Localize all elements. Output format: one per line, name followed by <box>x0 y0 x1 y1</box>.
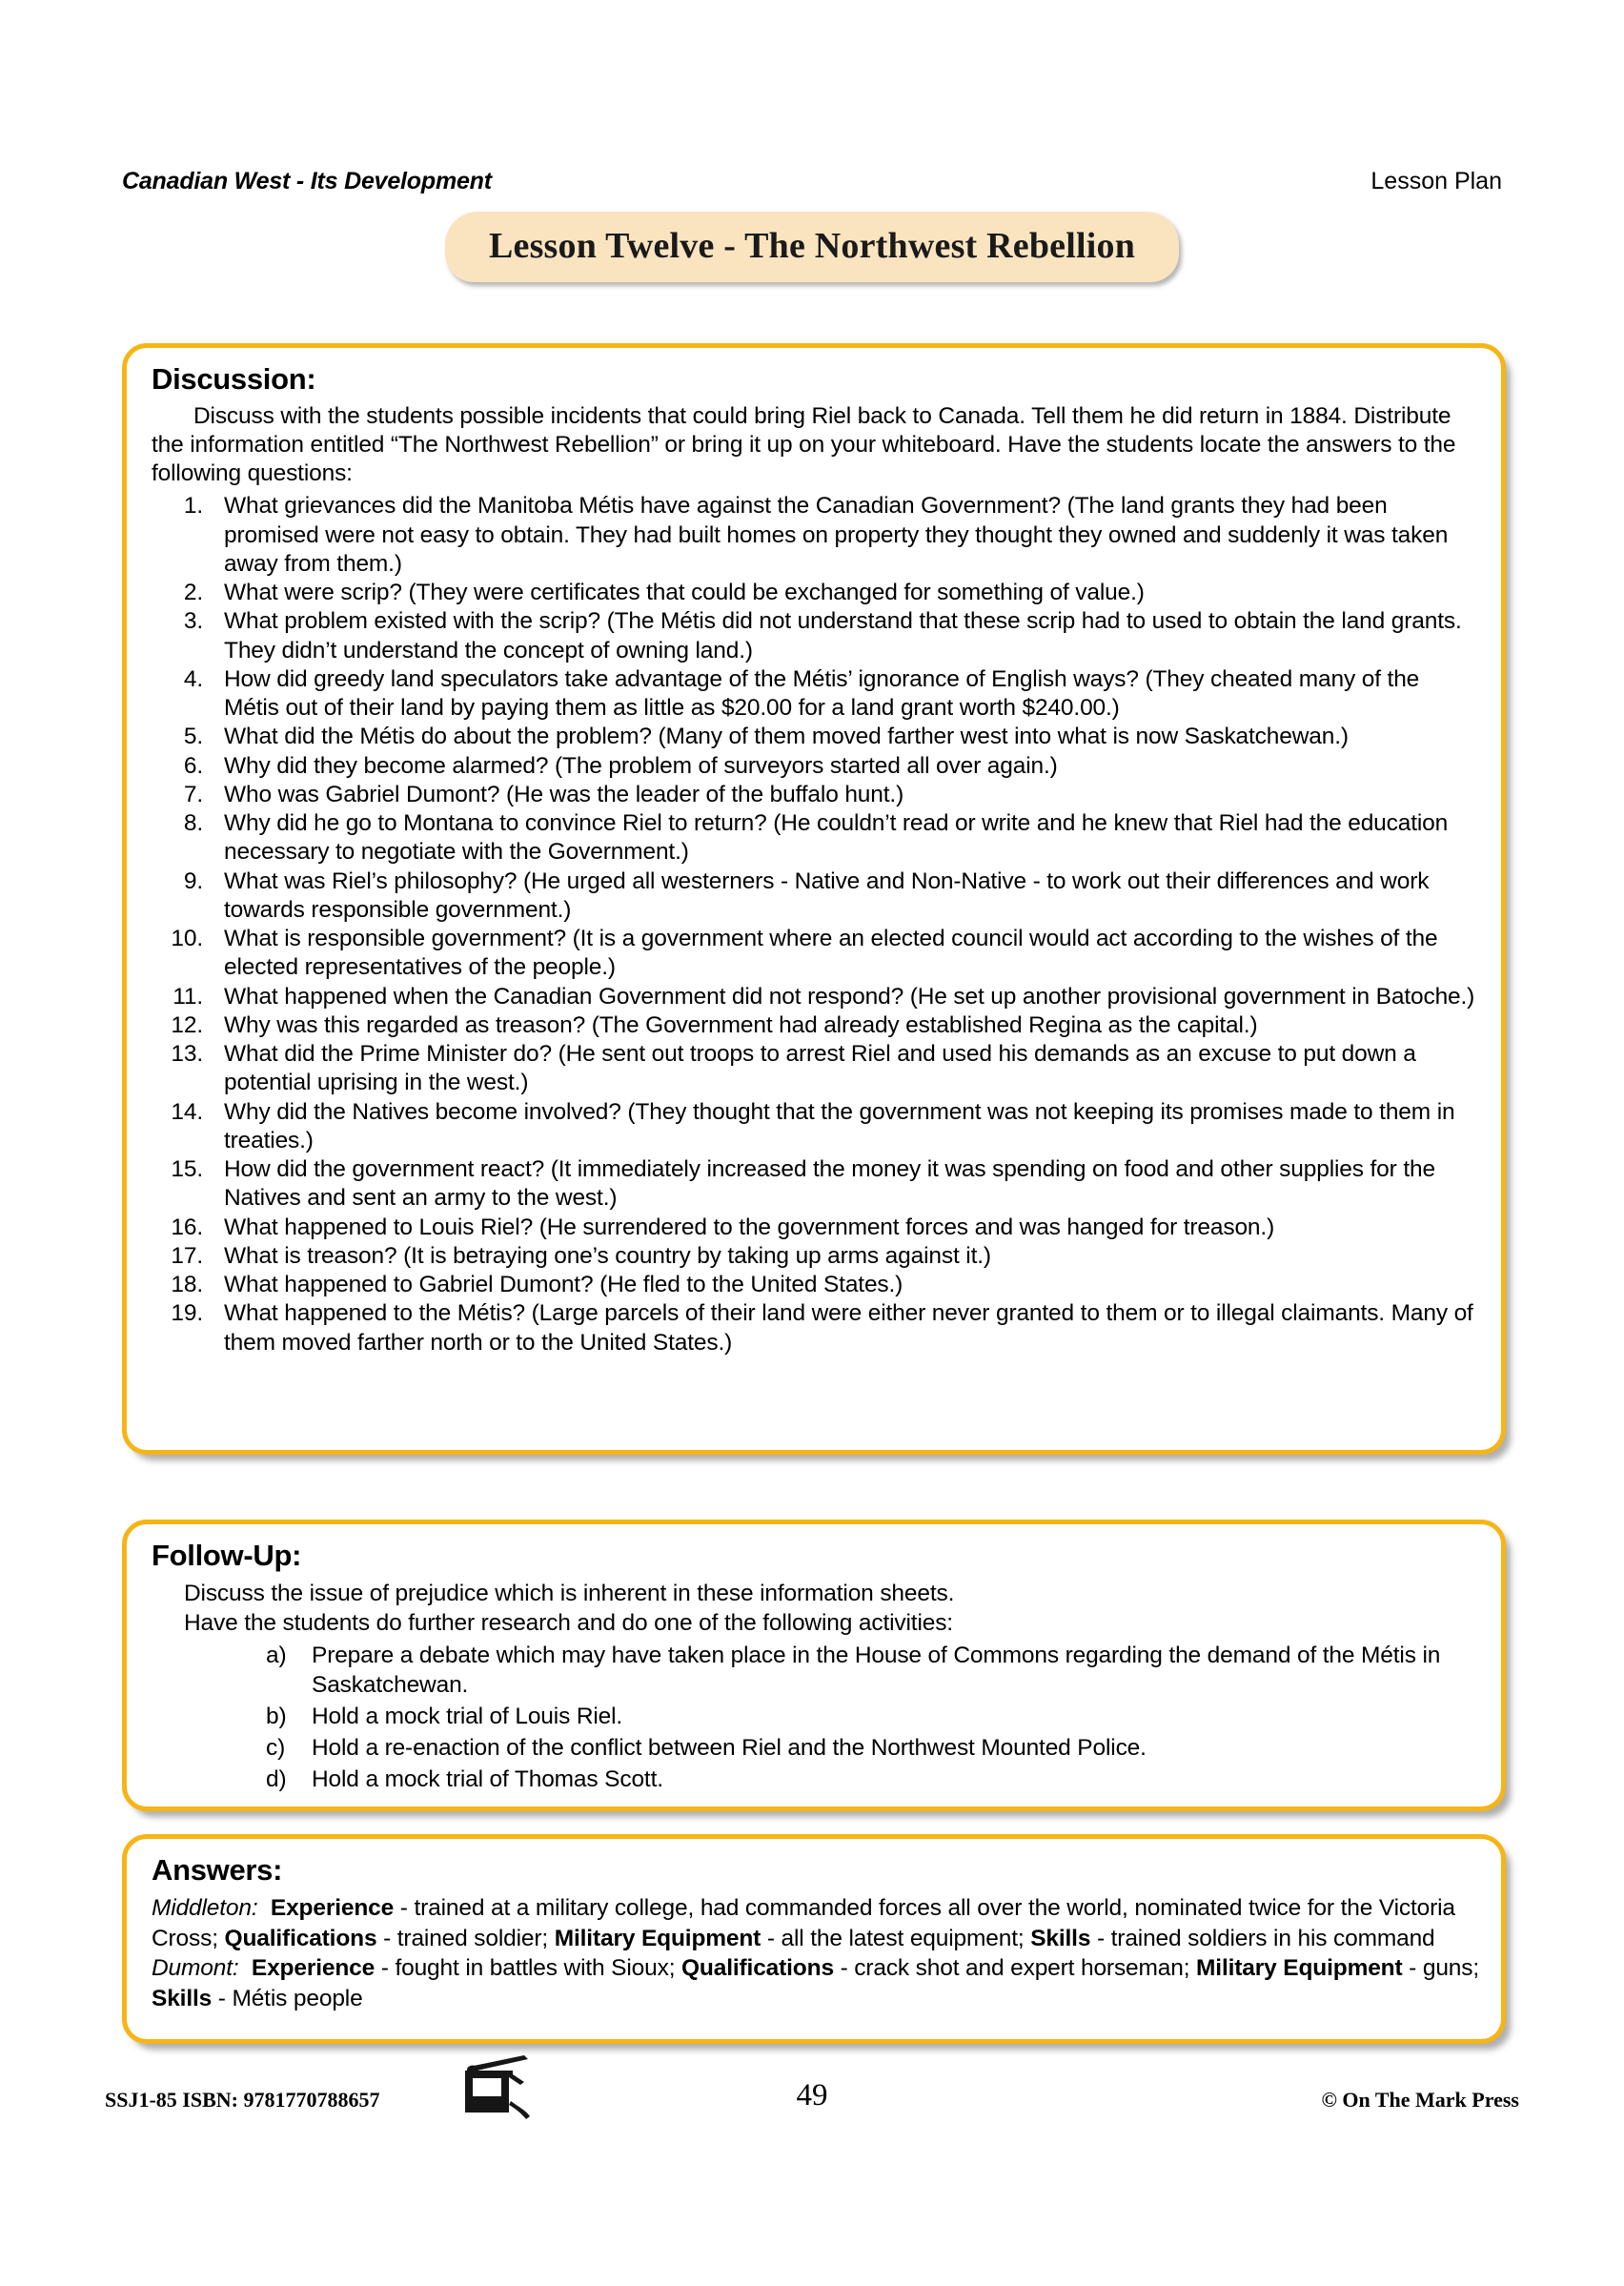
footer-page-number: 49 <box>796 2078 828 2113</box>
answers-heading: Answers: <box>152 1853 283 1887</box>
question-text: What did the Métis do about the problem? (Many of them moved farther west into what is now Saskatchewan.) <box>224 724 1349 750</box>
question-number: 12. <box>171 1011 203 1038</box>
question-text: How did greedy land speculators take advantage of the Métis’ ignorance of English ways? (They cheated many of the Métis out of their land by paying them as little as $20.00 for a land grant worth $240.00.) <box>224 665 1420 722</box>
answers-middleton-label-qualifications: Qualifications <box>224 1925 377 1951</box>
question-number: 1. <box>183 493 203 520</box>
question-text: What is responsible government? (It is a government where an elected council would act according to the wishes of the elected representatives of the people.) <box>224 926 1438 981</box>
followup-activity-item <box>152 1766 1480 1795</box>
question-number: 15. <box>171 1156 203 1183</box>
question-text: How did the government react? (It immediately increased the money it was spending on food and other supplies for the Natives and sent an army to the west.) <box>224 1156 1435 1212</box>
discussion-intro-paragraph: Discuss with the students possible incidents that could bring Riel back to Canada. Tell them he did return in 1884. Distribute the information entitled “The Northwest Rebellion” or bring it up on your whiteboard. Have the students locate the answers to the following questions: <box>152 402 1456 487</box>
question-text: Who was Gabriel Dumont? (He was the leader of the buffalo hunt.) <box>224 781 904 807</box>
question-text: Why did the Natives become involved? (They thought that the government was not keeping its promises made to them in treaties.) <box>224 1098 1455 1153</box>
answers-dumont-text-equipment: - guns; <box>1402 1955 1480 1982</box>
discussion-section-box <box>122 343 1506 1455</box>
question-text: What is treason? (It is betraying one’s country by taking up arms against it.) <box>224 1242 991 1269</box>
question-number: 13. <box>171 1041 203 1068</box>
activity-text: Prepare a debate which may have taken place in the House of Commons regarding the demand of the Métis in Saskatchewan. <box>312 1643 1441 1699</box>
followup-activity-item <box>152 1703 1480 1732</box>
answers-dumont-label-skills: Skills <box>152 1986 213 2012</box>
question-number: 18. <box>171 1272 203 1298</box>
answers-middleton-label-equipment: Military Equipment <box>554 1925 761 1951</box>
page-header <box>122 168 1502 195</box>
activity-label: d) <box>266 1766 287 1792</box>
answers-middleton-label-skills: Skills <box>1030 1925 1091 1951</box>
answers-middleton-label-experience: Experience <box>270 1894 395 1921</box>
discussion-question-item <box>152 1242 1480 1271</box>
discussion-question-list <box>152 492 1480 1357</box>
question-number: 17. <box>171 1242 203 1269</box>
answers-dumont-label-qualifications: Qualifications <box>681 1955 834 1982</box>
followup-activity-list <box>152 1642 1480 1794</box>
discussion-question-item <box>152 1214 1480 1242</box>
activity-text: Hold a mock trial of Thomas Scott. <box>312 1766 663 1792</box>
answers-middleton-paragraph <box>152 1893 1480 1954</box>
discussion-question-item <box>152 752 1480 781</box>
answers-dumont-name: Dumont: <box>152 1955 239 1982</box>
discussion-question-item <box>152 925 1480 983</box>
lesson-title-container <box>0 212 1624 282</box>
followup-heading: Follow-Up: <box>152 1539 302 1572</box>
answers-middleton-name: Middleton: <box>152 1894 258 1921</box>
question-number: 16. <box>171 1214 203 1240</box>
question-number: 2. <box>183 580 203 606</box>
answers-dumont-text-qualifications: - crack shot and expert horseman; <box>833 1955 1197 1982</box>
answers-dumont-label-equipment: Military Equipment <box>1196 1955 1403 1982</box>
activity-text: Hold a re-enaction of the conflict between Riel and the Northwest Mounted Police. <box>312 1735 1147 1762</box>
question-number: 10. <box>171 926 203 952</box>
followup-activity-item <box>152 1642 1480 1701</box>
question-number: 11. <box>173 983 203 1010</box>
discussion-question-item <box>152 1098 1480 1156</box>
answers-middleton-text-qualifications: - trained soldier; <box>376 1925 555 1951</box>
answers-section-box <box>122 1834 1506 2044</box>
question-number: 7. <box>183 781 203 807</box>
activity-label: b) <box>266 1704 287 1730</box>
answers-middleton-text-equipment: - all the latest equipment; <box>761 1925 1031 1951</box>
discussion-question-item <box>152 1040 1480 1098</box>
activity-label: a) <box>266 1643 287 1669</box>
question-number: 8. <box>183 810 203 837</box>
question-text: What was Riel’s philosophy? (He urged all westerners - Native and Non-Native - to work out their differences and work towards responsible government.) <box>224 867 1430 923</box>
discussion-heading: Discussion: <box>152 362 316 396</box>
header-section-label: Lesson Plan <box>1370 168 1502 194</box>
followup-activity-item <box>152 1734 1480 1764</box>
discussion-question-item <box>152 809 1480 867</box>
followup-section-box <box>122 1520 1506 1811</box>
discussion-question-item <box>152 723 1480 751</box>
activity-label: c) <box>266 1735 286 1762</box>
question-number: 5. <box>183 724 203 750</box>
discussion-question-item <box>152 607 1480 665</box>
question-number: 14. <box>171 1098 203 1125</box>
followup-line-2: Have the students do further research and do one of the following activities: <box>184 1610 953 1637</box>
question-text: What happened to the Métis? (Large parcels of their land were either never granted to them or to illegal claimants. Many of them moved farther north or to the United States.) <box>224 1300 1473 1356</box>
answers-middleton-text-experience: - trained at a military college, had commanded forces all over the world, nominated twice for the Victoria Cross; <box>152 1894 1455 1951</box>
footer-isbn: SSJ1-85 ISBN: 9781770788657 <box>105 2088 380 2112</box>
question-text: Why did they become alarmed? (The problem of surveyors started all over again.) <box>224 752 1058 779</box>
question-text: What were scrip? (They were certificates that could be exchanged for something of value.) <box>224 580 1145 606</box>
page-footer <box>105 2080 1519 2137</box>
answers-dumont-text-skills: - Métis people <box>212 1986 363 2012</box>
footer-copyright: © On The Mark Press <box>1321 2088 1519 2112</box>
discussion-question-item <box>152 867 1480 926</box>
discussion-question-item <box>152 1271 1480 1299</box>
question-text: Why did he go to Montana to convince Riel to return? (He couldn’t read or write and he knew that Riel had the education necessary to negotiate with the Government.) <box>224 810 1449 866</box>
lesson-title-banner: Lesson Twelve - The Northwest Rebellion <box>445 212 1179 282</box>
question-text: What grievances did the Manitoba Métis have against the Canadian Government? (The land grants they had been promised were not easy to obtain. They had built homes on property they thought they owned and suddenly it was taken away from them.) <box>224 493 1449 577</box>
discussion-question-item <box>152 1155 1480 1214</box>
question-number: 4. <box>183 665 203 692</box>
question-text: What problem existed with the scrip? (The Métis did not understand that these scrip had to used to obtain the land grants. They didn’t understand the concept of owning land.) <box>224 608 1462 663</box>
answers-middleton-text-skills: - trained soldiers in his command <box>1090 1925 1435 1951</box>
discussion-question-item <box>152 781 1480 809</box>
followup-line-1: Discuss the issue of prejudice which is inherent in these information sheets. <box>184 1580 955 1606</box>
question-number: 9. <box>183 867 203 894</box>
question-text: What did the Prime Minister do? (He sent out troops to arrest Riel and used his demands as an excuse to put down a potential uprising in the west.) <box>224 1041 1416 1096</box>
header-book-title: Canadian West - Its Development <box>122 168 492 194</box>
answers-dumont-text-experience: - fought in battles with Sioux; <box>375 1955 682 1982</box>
discussion-question-item <box>152 665 1480 724</box>
question-text: What happened to Gabriel Dumont? (He fled to the United States.) <box>224 1272 903 1298</box>
discussion-question-item <box>152 983 1480 1011</box>
discussion-question-item <box>152 579 1480 607</box>
activity-text: Hold a mock trial of Louis Riel. <box>312 1704 623 1730</box>
discussion-question-item <box>152 1011 1480 1040</box>
question-text: What happened when the Canadian Government did not respond? (He set up another provisional government in Batoche.) <box>224 983 1475 1010</box>
answers-dumont-paragraph <box>152 1953 1480 2014</box>
answers-dumont-label-experience: Experience <box>251 1955 376 1982</box>
question-text: Why was this regarded as treason? (The Government had already established Regina as the capital.) <box>224 1011 1258 1038</box>
question-text: What happened to Louis Riel? (He surrendered to the government forces and was hanged for treason.) <box>224 1214 1275 1240</box>
discussion-question-item <box>152 492 1480 579</box>
question-number: 19. <box>171 1300 203 1327</box>
question-number: 3. <box>183 608 203 635</box>
question-number: 6. <box>183 752 203 779</box>
discussion-question-item <box>152 1299 1480 1357</box>
